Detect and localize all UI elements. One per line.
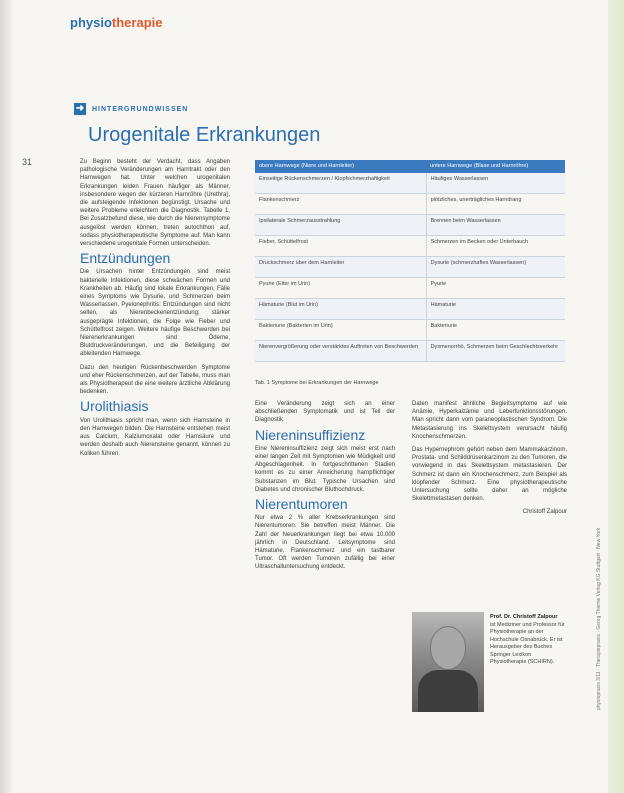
magazine-brand	[70, 15, 162, 30]
section-kicker	[74, 103, 188, 115]
table-cell: Häufiges Wasserlassen	[426, 173, 565, 194]
page-mark: 31	[22, 157, 33, 167]
paragraph-col2-intro: Eine Veränderung zeigt sich an einer abschließenden Symptomatik und ist Teil der Diagnostik.	[255, 401, 395, 424]
arrow-right-icon: ➜	[75, 103, 85, 114]
paragraph-col3-2: Das Hypernephrom gehört neben dem Mammakarzinom, Prostata- und Schilddrüsenkarzinom zu den Tumoren, die vorwiegend in das Skelettsystem metastasieren. Der Schmerz ist dann ein Knochenschmerz, zum Beispiel als klopfender Schmerz. Eine physiotherapeutische Untersuchung sollte daher an mögliche Skelettmetastasen denken.	[412, 447, 567, 503]
author-bio	[490, 614, 568, 667]
table-row	[255, 173, 565, 194]
table-row	[255, 299, 565, 320]
table-row	[255, 236, 565, 257]
table-row	[255, 194, 565, 215]
author-description: ist Mediziner und Professor für Physiotherapie an der Hochschule Osnabrück. Er ist Herausgeber des Buches Springer Lexikon Physiotherapie (SCHIRN).	[490, 621, 565, 665]
author-photo	[412, 612, 484, 712]
table-cell: Bakteriurie	[426, 320, 565, 341]
table-row	[255, 278, 565, 299]
author-photo-head	[430, 626, 466, 670]
table-cell: Nierenvergrößerung oder verstärktes Auftreten von Beschwerden	[255, 341, 426, 362]
sidebar-footer-text: physiopraxis 3/11 · Therapiepraxis · Georg Thieme Verlag KG Stuttgart · New York	[596, 527, 602, 710]
table-cell: Pyurie (Eiter im Urin)	[255, 278, 426, 299]
table-cell: plötzliches, unerträgliches Harndrang	[426, 194, 565, 215]
heading-entzuendungen: Entzündungen	[80, 250, 171, 267]
table-row	[255, 341, 565, 362]
table-cell: Einseitige Rückenschmerzen / Klopfschmerzhaftigkeit	[255, 173, 426, 194]
table-cell: Brennen beim Wasserlassen	[426, 215, 565, 236]
author-name: Prof. Dr. Christoff Zalpour	[490, 614, 558, 620]
paragraph-col3-1: Daten manifest ähnliche Begleitsymptome auf wie Anämie, Hyperkalzämie und Leberfunktionsstörungen. Man spricht dann vom paraneoplastischen Syndrom. Die Metastasierung ins Skelettsystem verursacht häufig Knochenschmerzen.	[412, 401, 567, 440]
table-cell: Ipsilaterale Schmerzausstrahlung	[255, 215, 426, 236]
symptom-table	[255, 160, 565, 362]
paragraph-entzuendungen: Die Ursachen hinter Entzündungen sind meist bakterielle Infektionen, diese schwächen Formen und Krankheiten ab. Häufig sind lokale Erkrankungen, Fälle eines Symptoms wie Dysurie, und Schmerzen beim Wasserlassen. Pyelonephritis: Entzündungen sind nicht selten, als Nierenbeckenentzündung; stärker ausgeprägte Infektionen, die Folge wie Fieber und Schüttelfrost zeigen. Weitere häufige Beschwerden bei Nierenerkrankungen sind Ödeme, Blutdruckveränderungen, und die Beteiligung der ableitenden Harnwege.	[80, 269, 230, 358]
heading-niereninsuffizienz: Niereninsuffizienz	[255, 426, 366, 443]
table-cell: Dysurie (schmerzhaftes Wasserlassen)	[426, 257, 565, 278]
paragraph-nierentumoren: Nur etwa 2 % aller Krebserkrankungen sind Nierentumoren. Sie betreffen meist Männer. Die Zahl der Neuerkrankungen liegt bei etwa 10.000 jährlich in Deutschland. Leitsymptome sind Hämaturie, Flankenschmerz und ein tastbarer Tumor. Oft werden Tumoren zufällig bei einer Ultraschalluntersuchung entdeckt.	[255, 515, 395, 571]
heading-urolithiasis: Urolithiasis	[80, 398, 149, 415]
table-head-right: untere Harnwege (Blase und Harnröhre)	[426, 160, 565, 173]
page-side-edge	[608, 0, 624, 793]
brand-part-1: physio	[70, 15, 112, 30]
paragraph-niereninsuffizienz: Eine Niereninsuffizienz zeigt sich meist erst nach einer langen Zeit mit Symptomen wie Müdigkeit und Abgeschlagenheit. In fortgeschrittenen Stadien kommt es zu einer Anreicherung harnpflichtiger Substanzen im Blut. Typische Ursachen sind Diabetes und chronischer Bluthochdruck.	[255, 445, 395, 493]
paragraph-entzuendungen-2: Dazu den heutigen Rückenbeschwerden Symptome und eher Rückenschmerzen, auf der Tabelle, muss man als Physiotherapeut die eine weitere ärztliche Abklärung bedenken.	[80, 364, 230, 396]
table-cell: Pyurie	[426, 278, 565, 299]
brand-part-2: therapie	[111, 15, 163, 30]
table-cell: Hämaturie (Blut im Urin)	[255, 299, 426, 320]
table-cell: Bakteriurie (Bakterien im Urin)	[255, 320, 426, 341]
article-title: Urogenitale Erkrankungen	[88, 124, 321, 146]
heading-nierentumoren: Nierentumoren	[255, 496, 348, 513]
signoff: Christoff Zalpour	[522, 509, 567, 516]
table-header-row	[255, 160, 565, 173]
intro-paragraph: Zu Beginn besteht der Verdacht, dass Angaben pathologische Veränderungen am Harntrakt oder den Harnwegen hat. Unter welchen urogenitalen Erkrankungen leiden Frauen häufiger als Männer, insbesondere wegen der kürzeren Harnröhre (Urethra), die aufsteigende Infektionen begünstigt. Ursache und weitere Probleme erleichtern die Diagnostik. Tabelle 1, Bei Zusatzbefund diese, wie durch die Nierensymptome ausgelöst werden können, treten autochthon auf, sodass physiotherapeutische Symptome auf. Man kann verschiedene urogenitale Formen unterscheiden.	[80, 159, 230, 248]
table-row	[255, 215, 565, 236]
table-cell: Druckschmerz über dem Harnleiter	[255, 257, 426, 278]
column-1	[80, 158, 230, 463]
column-3	[412, 400, 567, 522]
page-binding-shadow	[0, 0, 14, 793]
paragraph-urolithiasis: Von Urolithiasis spricht man, wenn sich Harnsteine in den Harnwegen bilden. Die Harnsteine entstehen meist aus Calcium, Kalziumoxalat oder Harnsäure und werden deshalb auch Nierensteine genannt, können zu Koliken führen.	[80, 417, 230, 457]
table-cell: Fieber, Schüttelfrost	[255, 236, 426, 257]
column-2	[255, 400, 395, 577]
table-row	[255, 320, 565, 341]
table-cell: Flankenschmerz	[255, 194, 426, 215]
kicker-label: HINTERGRUNDWISSEN	[92, 105, 189, 113]
table-head-left: obere Harnwege (Niere und Harnleiter)	[255, 160, 426, 173]
table-cell: Schmerzen im Becken oder Unterbauch	[426, 236, 565, 257]
table-row	[255, 257, 565, 278]
table-cell: Hämaturie	[426, 299, 565, 320]
table-caption: Tab. 1 Symptome bei Erkrankungen der Harnwege	[255, 380, 379, 386]
table-cell: Dysmenorrhö, Schmerzen beim Geschlechtsverkehr	[426, 341, 565, 362]
sidebar-footer	[594, 380, 606, 710]
author-photo-body	[418, 670, 478, 712]
